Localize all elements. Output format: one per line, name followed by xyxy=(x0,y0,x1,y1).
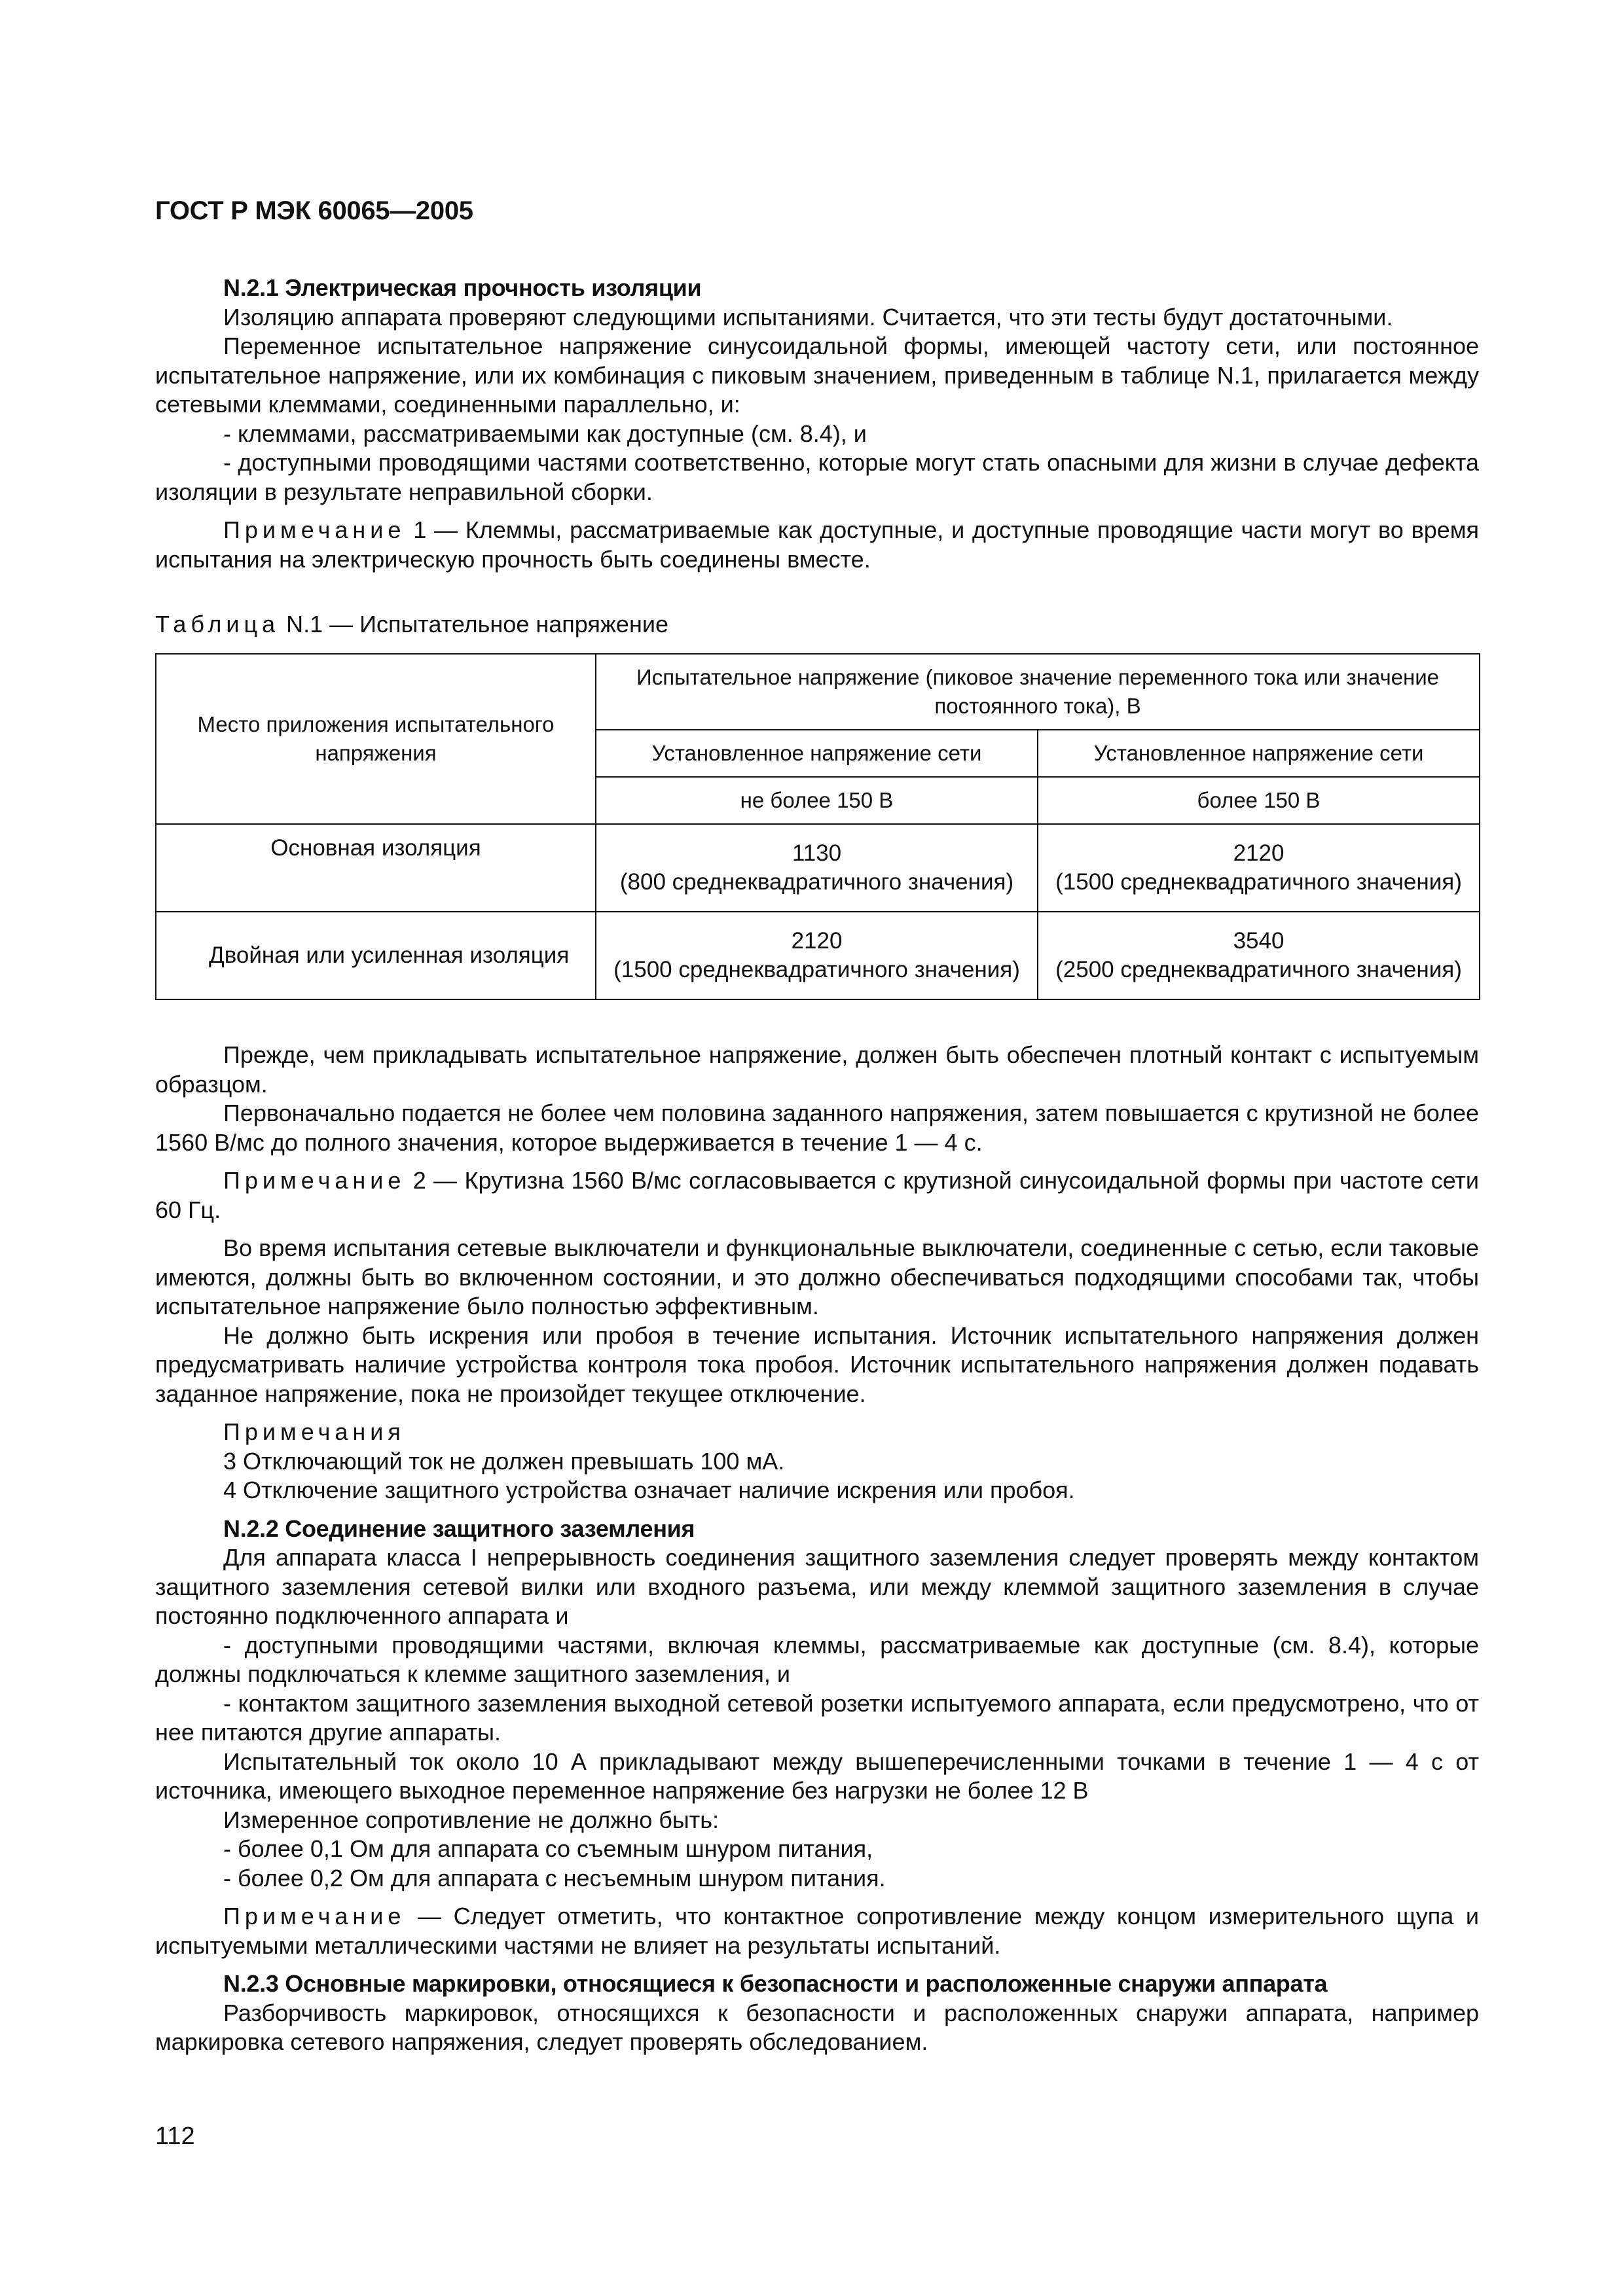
row-value xyxy=(1038,824,1480,912)
note-text: — Следует отметить, что контактное сопротивление между концом измерительного щупа и испытуемыми металлическими частями не влияет на результаты испытаний. xyxy=(155,1903,1479,1959)
list-item: - более 0,1 Ом для аппарата со съемным шнуром питания, xyxy=(223,1835,873,1862)
value: 2120 xyxy=(1233,840,1285,866)
test-voltage-table xyxy=(155,653,1480,1000)
note-4: 4 Отключение защитного устройства означает наличие искрения или пробоя. xyxy=(223,1477,1075,1503)
section-n21 xyxy=(155,274,1479,574)
section-title: N.2.2 Соединение защитного заземления xyxy=(223,1515,695,1542)
section-title: N.2.1 Электрическая прочность изоляции xyxy=(223,274,702,301)
paragraph: Разборчивость маркировок, относящихся к безопасности и расположенных снаружи аппарата, например маркировка сетевого напряжения, следует проверять обследованием. xyxy=(155,1999,1479,2055)
table-caption-text: N.1 — Испытательное напряжение xyxy=(280,611,668,637)
list-item: - контактом защитного заземления выходной сетевой розетки испытуемого аппарата, если предусмотрено, что от нее питаются другие аппараты. xyxy=(155,1689,1479,1746)
value-rms: (1500 среднеквадратичного значения) xyxy=(1055,869,1462,895)
value-rms: (800 среднеквадратичного значения) xyxy=(619,869,1014,895)
note-text: 1 — Клеммы, рассматриваемые как доступные, и доступные проводящие части могут во время испытания на электрическую прочность быть соединены вместе. xyxy=(155,516,1479,573)
paragraph: Для аппарата класса I непрерывность соединения защитного заземления следует проверять между контактом защитного заземления сетевой вилки или входного разъема, или между клеммой защитного заземления в случае постоянно подключенного аппарата и xyxy=(155,1544,1479,1629)
table-caption xyxy=(155,610,668,639)
row-value xyxy=(596,912,1038,999)
value-rms: (1500 среднеквадратичного значения) xyxy=(613,957,1020,982)
page-number: 112 xyxy=(155,2123,195,2150)
paragraph: Прежде, чем прикладывать испытательное напряжение, должен быть обеспечен плотный контакт с испытуемым образцом. xyxy=(155,1041,1479,1098)
value-rms: (2500 среднеквадратичного значения) xyxy=(1055,957,1462,982)
value: 1130 xyxy=(792,840,842,866)
row-value xyxy=(596,824,1038,912)
notes-label-text: Примечания xyxy=(223,1418,405,1445)
header-mains-1: Установленное напряжение сети xyxy=(596,730,1038,777)
list-item: - более 0,2 Ом для аппарата с несъемным шнуром питания. xyxy=(223,1864,886,1892)
header-mains-2: Установленное напряжение сети xyxy=(1038,730,1480,777)
paragraph: Во время испытания сетевые выключатели и функциональные выключатели, соединенные с сетью, если таковые имеются, должны быть во включенном состоянии, и это должно обеспечиваться подходящими способами так, чтобы испытательное напряжение было полностью эффективным. xyxy=(155,1234,1479,1319)
paragraph: Не должно быть искрения или пробоя в течение испытания. Источник испытательного напряжения должен предусматривать наличие устройства контроля тока пробоя. Источник испытательного напряжения должен подавать заданное напряжение, пока не произойдет текущее отключение. xyxy=(155,1321,1479,1407)
note-label: Примечание xyxy=(223,516,406,543)
header-place: Место приложения испытательного напряжения xyxy=(156,654,596,824)
table-row xyxy=(156,824,1480,912)
paragraph: Изоляцию аппарата проверяют следующими испытаниями. Считается, что эти тесты будут достаточными. xyxy=(223,303,1393,331)
notes-label xyxy=(155,1418,1479,1447)
paragraph: Измеренное сопротивление не должно быть: xyxy=(223,1806,719,1833)
section-title: N.2.3 Основные маркировки, относящиеся к безопасности и расположенные снаружи аппарата xyxy=(223,1970,1328,1997)
table-row xyxy=(156,912,1480,999)
row-name: Основная изоляция xyxy=(156,824,596,912)
header-voltage: Испытательное напряжение (пиковое значение переменного тока или значение постоянного тока), В xyxy=(596,654,1480,730)
body-after-table xyxy=(155,1041,1479,2057)
document-header: ГОСТ Р МЭК 60065—2005 xyxy=(155,196,473,225)
value: 3540 xyxy=(1233,928,1285,954)
list-item: - доступными проводящими частями соответственно, которые могут стать опасными для жизни в случае дефекта изоляции в результате неправильной сборки. xyxy=(155,449,1479,505)
note-label: Примечание xyxy=(223,1903,406,1929)
header-le150: не более 150 В xyxy=(596,777,1038,824)
list-item: - клеммами, рассматриваемыми как доступные (см. 8.4), и xyxy=(223,420,867,447)
note-1 xyxy=(155,516,1479,574)
note-2 xyxy=(155,1166,1479,1225)
row-name: Двойная или усиленная изоляция xyxy=(156,912,596,999)
note-text: 2 — Крутизна 1560 В/мс согласовывается с крутизной синусоидальной формы при частоте сети 60 Гц. xyxy=(155,1167,1479,1223)
note-3: 3 Отключающий ток не должен превышать 100 мА. xyxy=(223,1447,785,1475)
row-value xyxy=(1038,912,1480,999)
note-label: Примечание xyxy=(223,1167,406,1194)
value: 2120 xyxy=(791,928,843,954)
table-caption-label: Таблица xyxy=(155,611,280,637)
paragraph: Переменное испытательное напряжение синусоидальной формы, имеющей частоту сети, или постоянное испытательное напряжение, или их комбинация с пиковым значением, приведенным в таблице N.1, прилагается между сетевыми клеммами, соединенными параллельно, и: xyxy=(155,332,1479,418)
list-item: - доступными проводящими частями, включая клеммы, рассматриваемые как доступные (см. 8.4), которые должны подключаться к клемме защитного заземления, и xyxy=(155,1631,1479,1687)
header-gt150: более 150 В xyxy=(1038,777,1480,824)
note xyxy=(155,1902,1479,1960)
paragraph: Первоначально подается не более чем половина заданного напряжения, затем повышается с крутизной не более 1560 В/мс до полного значения, которое выдерживается в течение 1 — 4 с. xyxy=(155,1100,1479,1156)
paragraph: Испытательный ток около 10 А прикладывают между вышеперечисленными точками в течение 1 — 4 с от источника, имеющего выходное переменное напряжение без нагрузки не более 12 В xyxy=(155,1748,1479,1804)
